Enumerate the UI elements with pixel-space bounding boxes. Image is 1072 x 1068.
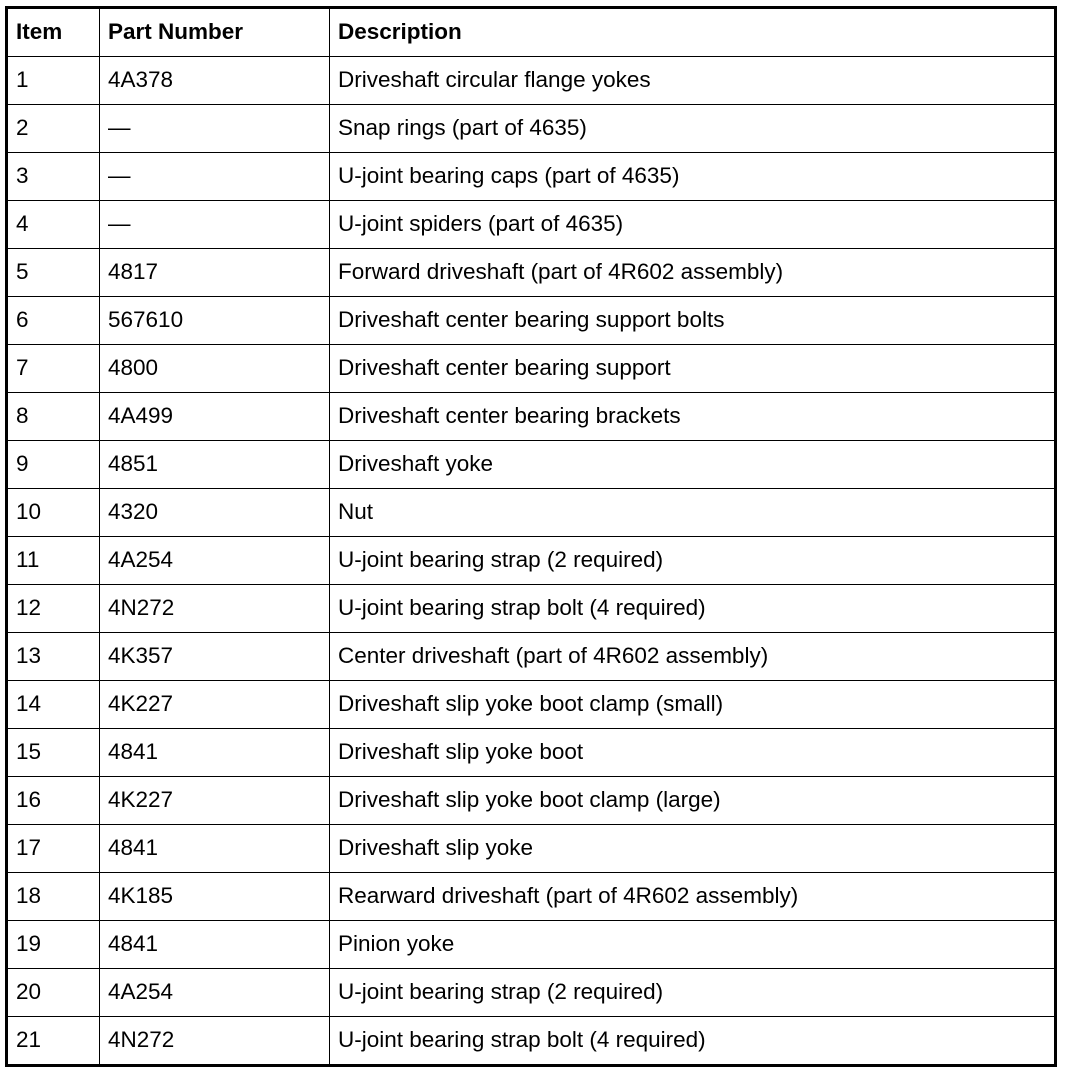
table-row [7,969,1056,1017]
cell-item: 14 [7,681,100,729]
cell-description: U-joint bearing strap (2 required) [330,537,1056,585]
table-row [7,1017,1056,1066]
cell-item: 7 [7,345,100,393]
cell-description: Driveshaft slip yoke [330,825,1056,873]
table-row [7,681,1056,729]
cell-item: 13 [7,633,100,681]
cell-part-number: — [100,105,330,153]
cell-part-number: 4841 [100,729,330,777]
cell-item: 8 [7,393,100,441]
table-row [7,249,1056,297]
cell-item: 5 [7,249,100,297]
cell-description: Driveshaft slip yoke boot clamp (large) [330,777,1056,825]
column-header-description: Description [330,8,1056,57]
cell-part-number: — [100,153,330,201]
cell-part-number: 4N272 [100,585,330,633]
cell-item: 18 [7,873,100,921]
cell-description: Nut [330,489,1056,537]
table-row [7,537,1056,585]
cell-item: 12 [7,585,100,633]
cell-item: 17 [7,825,100,873]
column-header-item: Item [7,8,100,57]
table-row [7,201,1056,249]
cell-part-number: 4841 [100,921,330,969]
cell-item: 9 [7,441,100,489]
cell-part-number: 4320 [100,489,330,537]
table-row [7,777,1056,825]
table-row [7,105,1056,153]
cell-description: Forward driveshaft (part of 4R602 assembly) [330,249,1056,297]
table-row [7,57,1056,105]
cell-item: 1 [7,57,100,105]
cell-description: Driveshaft center bearing support bolts [330,297,1056,345]
cell-description: Driveshaft center bearing support [330,345,1056,393]
cell-description: Snap rings (part of 4635) [330,105,1056,153]
cell-description: U-joint bearing strap bolt (4 required) [330,1017,1056,1066]
cell-part-number: 4A378 [100,57,330,105]
table-row [7,345,1056,393]
cell-item: 15 [7,729,100,777]
cell-description: Pinion yoke [330,921,1056,969]
parts-table [5,6,1057,1067]
table-row [7,633,1056,681]
cell-item: 4 [7,201,100,249]
table-row [7,585,1056,633]
cell-description: U-joint spiders (part of 4635) [330,201,1056,249]
cell-item: 11 [7,537,100,585]
table-body [7,57,1056,1066]
cell-description: U-joint bearing caps (part of 4635) [330,153,1056,201]
cell-item: 20 [7,969,100,1017]
cell-description: Rearward driveshaft (part of 4R602 assembly) [330,873,1056,921]
table-row [7,153,1056,201]
cell-part-number: 4A254 [100,537,330,585]
cell-description: U-joint bearing strap (2 required) [330,969,1056,1017]
table-row [7,873,1056,921]
cell-part-number: 4A254 [100,969,330,1017]
cell-part-number: 4K185 [100,873,330,921]
table-row [7,921,1056,969]
cell-part-number: 567610 [100,297,330,345]
cell-item: 6 [7,297,100,345]
cell-description: U-joint bearing strap bolt (4 required) [330,585,1056,633]
table-row [7,297,1056,345]
cell-description: Driveshaft slip yoke boot clamp (small) [330,681,1056,729]
cell-item: 3 [7,153,100,201]
cell-item: 19 [7,921,100,969]
cell-item: 21 [7,1017,100,1066]
table-row [7,393,1056,441]
column-header-part-number: Part Number [100,8,330,57]
cell-part-number: 4817 [100,249,330,297]
cell-item: 10 [7,489,100,537]
cell-item: 16 [7,777,100,825]
cell-part-number: 4K227 [100,777,330,825]
cell-part-number: 4851 [100,441,330,489]
table-row [7,825,1056,873]
cell-part-number: 4841 [100,825,330,873]
cell-description: Driveshaft circular flange yokes [330,57,1056,105]
cell-part-number: 4K227 [100,681,330,729]
cell-description: Driveshaft slip yoke boot [330,729,1056,777]
table-row [7,441,1056,489]
cell-part-number: 4N272 [100,1017,330,1066]
table-row [7,729,1056,777]
cell-description: Driveshaft center bearing brackets [330,393,1056,441]
cell-part-number: 4800 [100,345,330,393]
cell-part-number: 4A499 [100,393,330,441]
table-row [7,489,1056,537]
cell-description: Driveshaft yoke [330,441,1056,489]
cell-item: 2 [7,105,100,153]
cell-part-number: — [100,201,330,249]
cell-part-number: 4K357 [100,633,330,681]
table-header-row [7,8,1056,57]
cell-description: Center driveshaft (part of 4R602 assembly) [330,633,1056,681]
